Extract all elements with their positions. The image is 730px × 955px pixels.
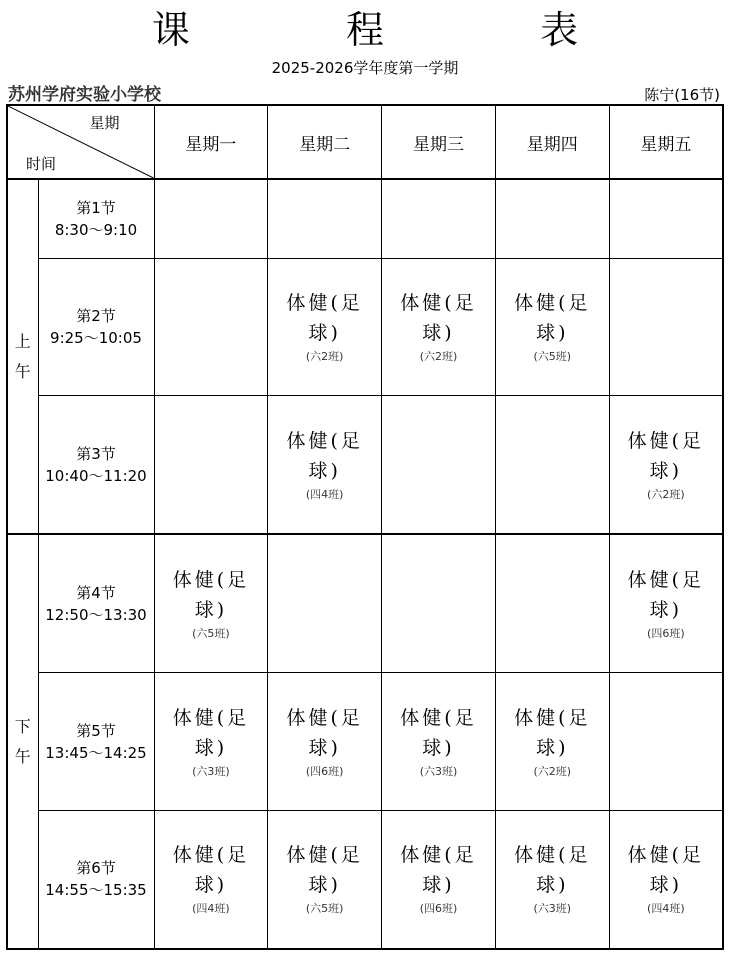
course-name: 体健(足 xyxy=(627,568,705,591)
class-cell xyxy=(609,534,723,672)
class-group: (四6班) xyxy=(419,902,458,916)
class-group: (四4班) xyxy=(192,902,230,916)
course-name-cont: 球) xyxy=(422,874,455,897)
day-header: 星期四 xyxy=(495,105,609,179)
period-row xyxy=(7,258,723,396)
teacher-name: 陈宁(16节) xyxy=(644,86,720,104)
course-name-cont: 球) xyxy=(536,322,569,345)
empty-cell xyxy=(609,673,723,811)
period-time: 8:30～9:10 xyxy=(54,220,138,239)
class-cell xyxy=(154,810,268,949)
period-row xyxy=(7,534,723,672)
half-day-label xyxy=(7,179,38,534)
class-cell xyxy=(609,396,723,534)
half-day-label xyxy=(7,534,38,949)
period-time: 12:50～13:30 xyxy=(45,605,147,624)
page-title: 课 程 表 xyxy=(151,8,651,52)
class-group: (四6班) xyxy=(305,764,344,778)
course-name-cont: 球) xyxy=(536,736,569,759)
course-name-cont: 球) xyxy=(422,736,455,759)
empty-cell xyxy=(268,534,382,672)
course-name: 体健(足 xyxy=(172,844,250,867)
class-group: (六5班) xyxy=(305,902,344,916)
course-name: 体健(足 xyxy=(172,706,250,729)
course-name: 体健(足 xyxy=(286,429,363,452)
period-time: 14:55～15:35 xyxy=(45,881,147,900)
period-time: 13:45～14:25 xyxy=(45,743,147,762)
period-label xyxy=(38,673,154,811)
class-cell xyxy=(268,810,382,949)
class-cell xyxy=(495,258,609,396)
course-name-cont: 球) xyxy=(649,598,683,621)
class-group: (六3班) xyxy=(419,764,458,778)
class-cell xyxy=(268,396,382,534)
empty-cell xyxy=(268,179,382,258)
class-cell xyxy=(268,673,382,811)
class-group: (六3班) xyxy=(192,764,230,778)
empty-cell xyxy=(382,179,496,258)
period-time: 9:25～10:05 xyxy=(50,329,142,348)
period-name: 第5节 xyxy=(76,721,116,740)
period-label xyxy=(38,179,154,258)
course-name-cont: 球) xyxy=(649,459,683,482)
class-group: (六5班) xyxy=(533,350,572,364)
course-name: 体健(足 xyxy=(286,706,363,729)
class-cell xyxy=(382,810,496,949)
empty-cell xyxy=(495,534,609,672)
course-name-cont: 球) xyxy=(308,874,341,897)
empty-cell xyxy=(154,179,268,258)
class-cell xyxy=(382,673,496,811)
corner-label-time: 时间 xyxy=(26,155,57,173)
day-header: 星期二 xyxy=(268,105,382,179)
course-name-cont: 球) xyxy=(649,874,683,897)
class-group: (四4班) xyxy=(647,902,685,916)
term-subtitle: 2025-2026学年度第一学期 xyxy=(271,59,459,77)
day-header: 星期三 xyxy=(382,105,496,179)
course-name-cont: 球) xyxy=(194,736,228,759)
half-day-char: 上 xyxy=(14,331,31,351)
course-name: 体健(足 xyxy=(286,844,363,867)
course-name-cont: 球) xyxy=(194,874,228,897)
class-cell xyxy=(495,810,609,949)
course-name-cont: 球) xyxy=(194,598,228,621)
class-group: (六2班) xyxy=(419,350,458,364)
school-name: 苏州学府实验小学校 xyxy=(8,85,161,105)
course-name: 体健(足 xyxy=(400,706,477,729)
empty-cell xyxy=(154,396,268,534)
class-group: (六2班) xyxy=(647,487,685,501)
half-day-char: 午 xyxy=(14,361,31,381)
course-name-cont: 球) xyxy=(308,322,341,345)
class-cell xyxy=(154,673,268,811)
period-label xyxy=(38,810,154,949)
period-name: 第3节 xyxy=(76,444,116,463)
period-label xyxy=(38,258,154,396)
day-header: 星期五 xyxy=(609,105,723,179)
course-name-cont: 球) xyxy=(536,874,569,897)
class-group: (六5班) xyxy=(192,626,230,640)
period-row xyxy=(7,179,723,258)
course-name: 体健(足 xyxy=(400,844,477,867)
empty-cell xyxy=(154,258,268,396)
empty-cell xyxy=(609,179,723,258)
course-name: 体健(足 xyxy=(627,429,705,452)
course-name-cont: 球) xyxy=(308,459,341,482)
course-name: 体健(足 xyxy=(400,292,477,315)
class-group: (六2班) xyxy=(305,350,344,364)
class-group: (四6班) xyxy=(647,626,685,640)
half-day-char: 下 xyxy=(14,716,31,736)
period-time: 10:40～11:20 xyxy=(45,466,147,485)
empty-cell xyxy=(609,258,723,396)
period-name: 第1节 xyxy=(76,198,116,217)
empty-cell xyxy=(382,534,496,672)
period-name: 第4节 xyxy=(76,583,116,602)
period-label xyxy=(38,534,154,672)
schedule-body xyxy=(7,179,723,949)
class-group: (六2班) xyxy=(533,764,572,778)
class-cell xyxy=(268,258,382,396)
corner-label-weekday: 星期 xyxy=(89,114,120,132)
course-name: 体健(足 xyxy=(514,844,591,867)
class-group: (四4班) xyxy=(305,487,344,501)
course-name: 体健(足 xyxy=(627,844,705,867)
period-name: 第6节 xyxy=(76,859,116,878)
period-row xyxy=(7,673,723,811)
course-name-cont: 球) xyxy=(422,322,455,345)
corner-cell xyxy=(7,105,154,179)
period-label xyxy=(38,396,154,534)
class-cell xyxy=(495,673,609,811)
course-name: 体健(足 xyxy=(514,292,591,315)
class-cell xyxy=(154,534,268,672)
course-name-cont: 球) xyxy=(308,736,341,759)
period-row xyxy=(7,810,723,949)
header-row xyxy=(7,105,723,179)
schedule-table xyxy=(6,104,724,950)
empty-cell xyxy=(495,179,609,258)
empty-cell xyxy=(495,396,609,534)
day-header: 星期一 xyxy=(154,105,268,179)
class-cell xyxy=(382,258,496,396)
course-name: 体健(足 xyxy=(514,706,591,729)
course-name: 体健(足 xyxy=(172,568,250,591)
class-group: (六3班) xyxy=(533,902,572,916)
half-day-char: 午 xyxy=(14,746,31,766)
class-cell xyxy=(609,810,723,949)
course-name: 体健(足 xyxy=(286,292,363,315)
empty-cell xyxy=(382,396,496,534)
period-row xyxy=(7,396,723,534)
period-name: 第2节 xyxy=(76,307,116,326)
